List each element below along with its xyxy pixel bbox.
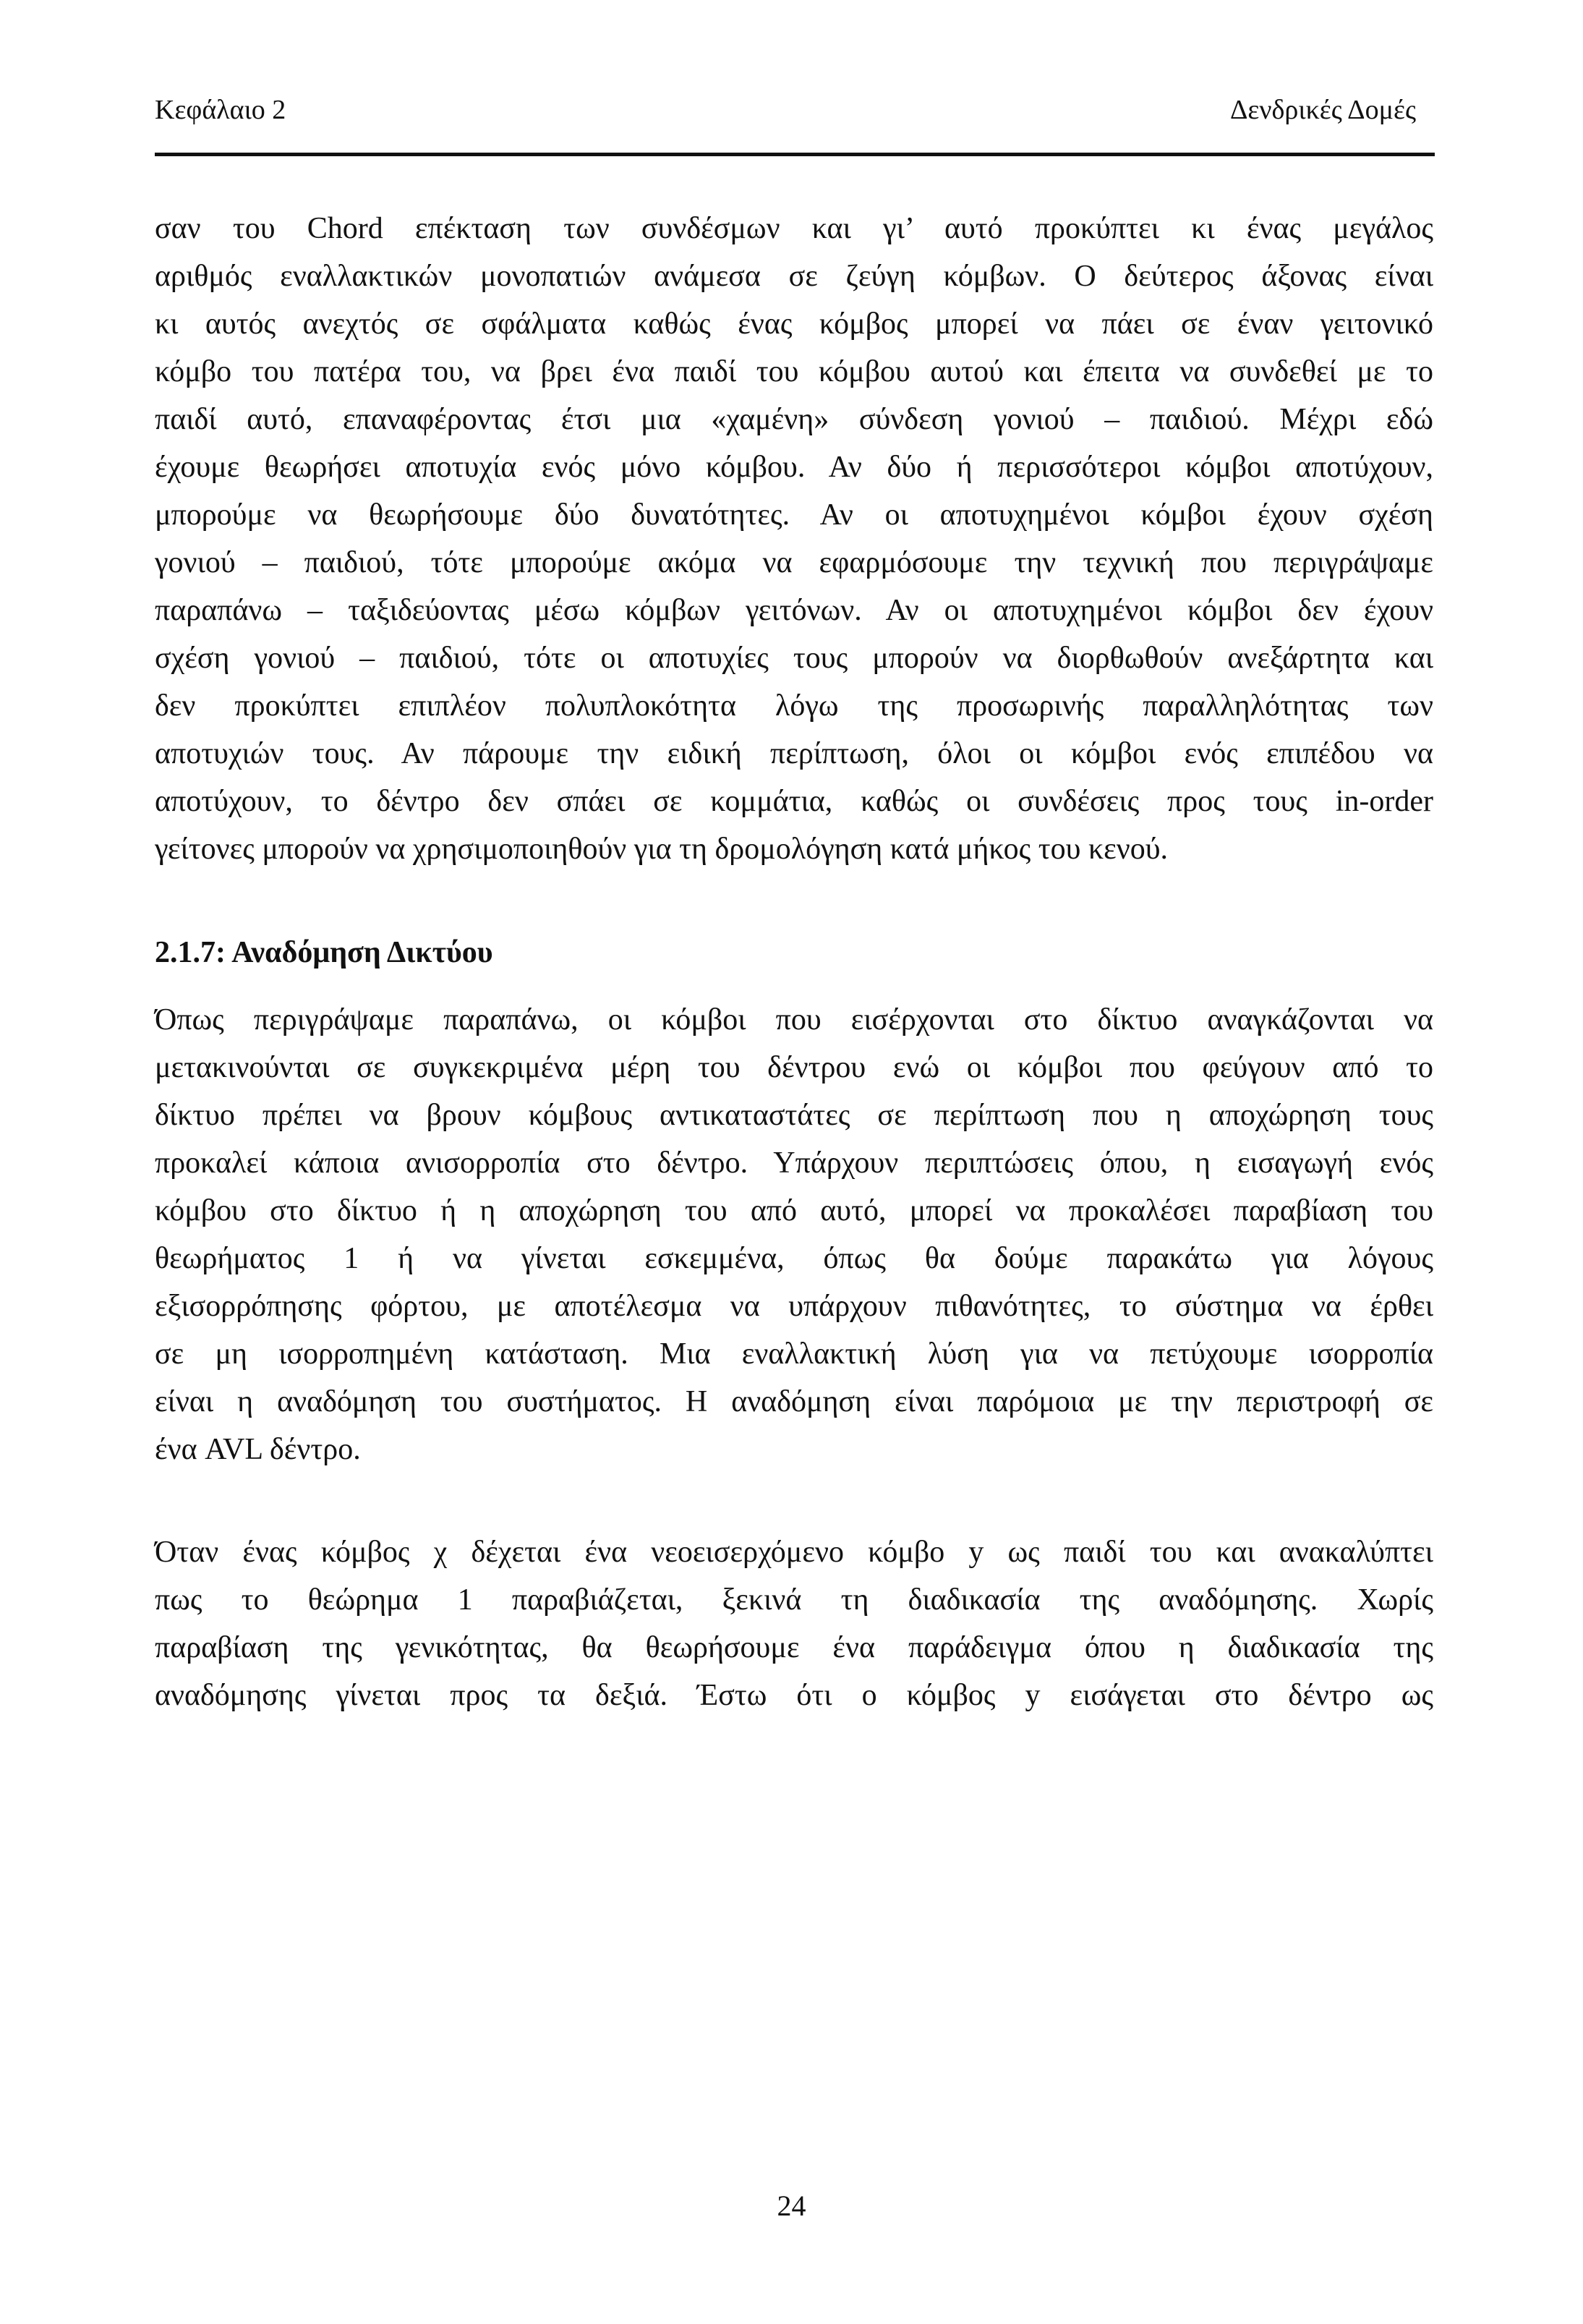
paragraph-line: μετακινούνται σε συγκεκριμένα μέρη του δέντρου ενώ οι κόμβοι που φεύγουν από το [155, 1051, 1433, 1084]
paragraph-line: αριθμός εναλλακτικών μονοπατιών ανάμεσα σε ζεύγη κόμβων. Ο δεύτερος άξονας είναι [155, 260, 1433, 293]
paragraph-line: κόμβο του πατέρα του, να βρει ένα παιδί του κόμβου αυτού και έπειτα να συνδεθεί με το [155, 355, 1433, 388]
paragraph-line: θεωρήματος 1 ή να γίνεται εσκεμμένα, όπως θα δούμε παρακάτω για λόγους [155, 1242, 1433, 1275]
paragraph-line: γείτονες μπορούν να χρησιμοποιηθούν για τη δρομολόγηση κατά μήκος του κενού. [155, 833, 1169, 866]
section-heading: 2.1.7: Αναδόμηση Δικτύου [155, 936, 493, 969]
running-header [155, 93, 1416, 127]
page-number: 24 [777, 2189, 806, 2222]
paragraph-line: αποτύχουν, το δέντρο δεν σπάει σε κομμάτια, καθώς οι συνδέσεις προς τους in-order [155, 785, 1433, 818]
paragraph-line: προκαλεί κάποια ανισορροπία στο δέντρο. Υπάρχουν περιπτώσεις όπου, η εισαγωγή ενός [155, 1146, 1433, 1180]
paragraph-line: αποτυχιών τους. Αν πάρουμε την ειδική περίπτωση, όλοι οι κόμβοι ενός επιπέδου να [155, 737, 1433, 770]
paragraph-line: σε μη ισορροπημένη κατάσταση. Μια εναλλακτική λύση για να πετύχουμε ισορροπία [155, 1337, 1433, 1371]
paragraph-line: κι αυτός ανεχτός σε σφάλματα καθώς ένας κόμβος μπορεί να πάει σε έναν γειτονικό [155, 307, 1433, 341]
paragraph-line: δεν προκύπτει επιπλέον πολυπλοκότητα λόγω της προσωρινής παραλληλότητας των [155, 689, 1433, 723]
paragraph-line: παραπάνω – ταξιδεύοντας μέσω κόμβων γειτόνων. Αν οι αποτυχημένοι κόμβοι δεν έχουν [155, 594, 1433, 627]
header-rule [155, 153, 1435, 156]
paragraph-line: κόμβου στο δίκτυο ή η αποχώρηση του από αυτό, μπορεί να προκαλέσει παραβίαση του [155, 1194, 1433, 1227]
paragraph-line: δίκτυο πρέπει να βρουν κόμβους αντικαταστάτες σε περίπτωση που η αποχώρηση τους [155, 1099, 1433, 1132]
paragraph-line: ένα AVL δέντρο. [155, 1433, 361, 1466]
paragraph-line: Όπως περιγράψαμε παραπάνω, οι κόμβοι που εισέρχονται στο δίκτυο αναγκάζονται να [155, 1003, 1433, 1037]
paragraph-line: Όταν ένας κόμβος χ δέχεται ένα νεοεισερχόμενο κόμβο y ως παιδί του και ανακαλύπτει [155, 1536, 1433, 1569]
chapter-label: Κεφάλαιο 2 [155, 95, 286, 125]
paragraph-line: έχουμε θεωρήσει αποτυχία ενός μόνο κόμβου. Αν δύο ή περισσότεροι κόμβοι αποτύχουν, [155, 451, 1433, 484]
paragraph-line: γονιού – παιδιού, τότε μπορούμε ακόμα να εφαρμόσουμε την τεχνική που περιγράψαμε [155, 546, 1433, 579]
paragraph-line: παραβίαση της γενικότητας, θα θεωρήσουμε ένα παράδειγμα όπου η διαδικασία της [155, 1631, 1433, 1664]
paragraph-line: σαν του Chord επέκταση των συνδέσμων και γι’ αυτό προκύπτει κι ένας μεγάλος [155, 212, 1433, 245]
paragraph-line: είναι η αναδόμηση του συστήματος. Η αναδόμηση είναι παρόμοια με την περιστροφή σε [155, 1385, 1433, 1418]
paragraph-line: πως το θεώρημα 1 παραβιάζεται, ξεκινά τη διαδικασία της αναδόμησης. Χωρίς [155, 1583, 1433, 1617]
paragraph-line: σχέση γονιού – παιδιού, τότε οι αποτυχίες τους μπορούν να διορθωθούν ανεξάρτητα και [155, 642, 1433, 675]
paragraph-line: αναδόμησης γίνεται προς τα δεξιά. Έστω ότι ο κόμβος y εισάγεται στο δέντρο ως [155, 1679, 1433, 1712]
paragraph-line: εξισορρόπησης φόρτου, με αποτέλεσμα να υπάρχουν πιθανότητες, το σύστημα να έρθει [155, 1290, 1433, 1323]
chapter-title: Δενδρικές Δομές [1229, 95, 1416, 125]
paragraph-line: παιδί αυτό, επαναφέροντας έτσι μια «χαμένη» σύνδεση γονιού – παιδιού. Μέχρι εδώ [155, 403, 1433, 436]
paragraph-line: μπορούμε να θεωρήσουμε δύο δυνατότητες. Αν οι αποτυχημένοι κόμβοι έχουν σχέση [155, 498, 1433, 532]
